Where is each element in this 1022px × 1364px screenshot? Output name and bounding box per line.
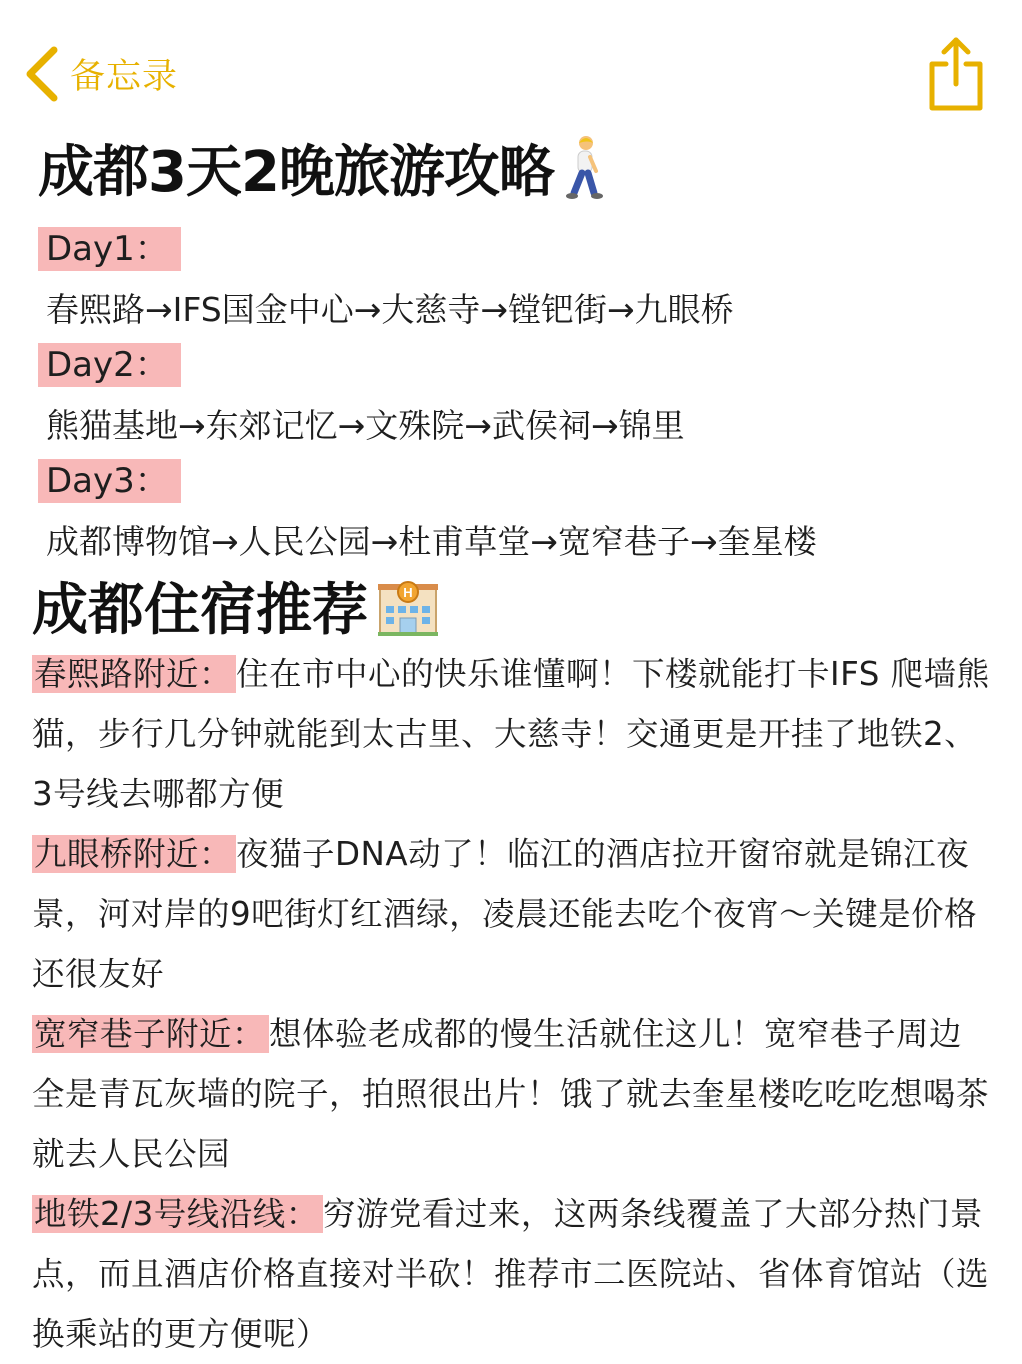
stay-area-label: 地铁2/3号线沿线： bbox=[32, 1195, 323, 1233]
page-title bbox=[38, 128, 606, 208]
back-label: 备忘录 bbox=[70, 57, 179, 97]
stay-description: 想体验老成都的慢生活就住这儿！宽窄巷子周边全是青瓦灰墙的院子，拍照很出片！饿了就去奎星楼吃吃吃想喝茶就去人民公园 bbox=[32, 1015, 990, 1173]
stay-item-metro bbox=[32, 1184, 992, 1364]
day2-tag: Day2： bbox=[38, 343, 181, 387]
stay-description: 穷游党看过来，这两条线覆盖了大部分热门景点，而且酒店价格直接对半砍！推荐市二医院站、省体育馆站（选换乘站的更方便呢） bbox=[32, 1195, 990, 1353]
stay-area-label: 春熙路附近： bbox=[32, 655, 236, 693]
stay-item-kuanzhai bbox=[32, 1004, 992, 1184]
day3-route: 成都博物馆→人民公园→杜甫草堂→宽窄巷子→奎星楼 bbox=[46, 522, 817, 561]
day1-route: 春熙路→IFS国金中心→大慈寺→镗钯街→九眼桥 bbox=[46, 290, 734, 329]
stay-item-jiuyanqiao bbox=[32, 824, 992, 1004]
top-bar bbox=[0, 0, 1022, 120]
stay-item-chunxi bbox=[32, 644, 992, 824]
share-icon[interactable] bbox=[924, 34, 988, 114]
chevron-left-icon bbox=[22, 44, 62, 104]
stay-area-label: 宽窄巷子附近： bbox=[32, 1015, 269, 1053]
stay-area-label: 九眼桥附近： bbox=[32, 835, 236, 873]
stay-title-text: 成都住宿推荐 bbox=[32, 578, 368, 643]
page-title-text: 成都3天2晚旅游攻略 bbox=[38, 140, 554, 205]
svg-text:H: H bbox=[403, 585, 413, 600]
day2-route: 熊猫基地→东郊记忆→文殊院→武侯祠→锦里 bbox=[46, 406, 685, 445]
hotel-icon bbox=[376, 574, 440, 638]
stay-section-title bbox=[32, 566, 440, 646]
stay-description: 夜猫子DNA动了！临江的酒店拉开窗帘就是锦江夜景，河对岸的9吧街灯红酒绿，凌晨还能去吃个夜宵～关键是价格还很友好 bbox=[32, 835, 978, 993]
day1-tag: Day1： bbox=[38, 227, 181, 271]
stay-description: 住在市中心的快乐谁懂啊！下楼就能打卡IFS 爬墙熊猫，步行几分钟就能到太古里、大慈寺！交通更是开挂了地铁2、3号线去哪都方便 bbox=[32, 655, 990, 813]
day3-tag: Day3： bbox=[38, 459, 181, 503]
back-button[interactable] bbox=[22, 44, 178, 104]
walking-person-icon bbox=[562, 135, 606, 201]
